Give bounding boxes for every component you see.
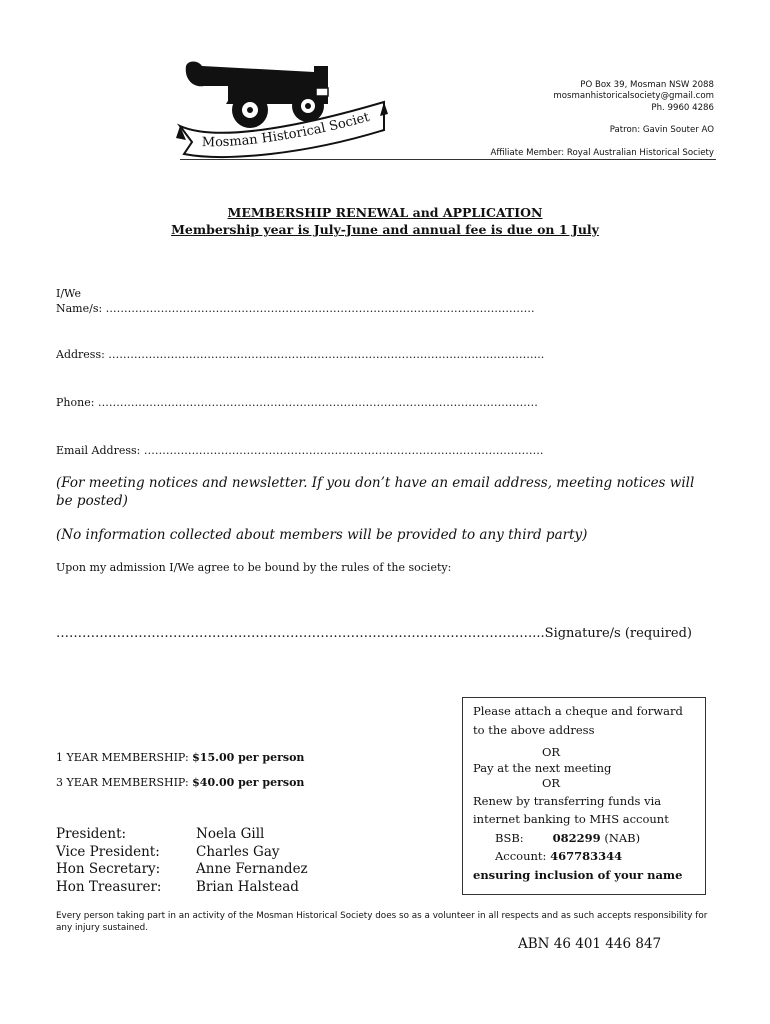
officer-role: Hon Treasurer:	[56, 878, 162, 895]
one-year-price: $15.00 per person	[192, 751, 305, 764]
account-label: Account:	[495, 849, 547, 863]
email-field[interactable]: Email Address: ……………………………………………………………………………………………….	[56, 444, 544, 457]
name-field[interactable]: Name/s: ………………………………………………………………………………………………………	[56, 302, 535, 315]
logo-text: Mosman Historical Societ	[201, 109, 372, 151]
officers-list	[56, 826, 308, 896]
officer-row	[56, 826, 308, 844]
iwe-label: I/We	[56, 287, 81, 300]
phone-field[interactable]: Phone: …………………………………………………………………………………………………………	[56, 396, 538, 409]
payment-line: Please attach a cheque and forward	[473, 704, 683, 718]
form-title: MEMBERSHIP RENEWAL and APPLICATION	[227, 205, 543, 220]
account-line	[473, 847, 705, 866]
payment-instructions-box	[462, 697, 706, 895]
officer-name: Brian Halstead	[196, 878, 299, 895]
three-year-label: 3 YEAR MEMBERSHIP:	[56, 776, 189, 789]
contact-block	[490, 80, 714, 159]
three-year-membership	[56, 776, 304, 789]
bsb-bank: (NAB)	[604, 830, 641, 845]
cannon-logo-icon	[176, 58, 390, 160]
affiliate-line: Affiliate Member: Royal Australian Historical Society	[490, 147, 714, 158]
or-separator: OR	[542, 745, 561, 759]
address-field[interactable]: Address: ………………………………………………………………………………………………………..	[56, 348, 545, 361]
payment-line: Renew by transferring funds via	[473, 793, 662, 808]
payment-line: Pay at the next meeting	[473, 760, 612, 775]
officer-row	[56, 844, 308, 862]
patron-line: Patron: Gavin Souter AO	[609, 125, 714, 136]
header-divider	[180, 159, 716, 160]
agreement-text: Upon my admission I/We agree to be bound by the rules of the society:	[56, 561, 452, 574]
one-year-membership	[56, 751, 304, 764]
phone-line: Ph. 9960 4286	[651, 102, 714, 113]
society-logo	[176, 58, 390, 160]
bsb-label: BSB:	[495, 830, 524, 845]
officer-name: Charles Gay	[196, 843, 280, 860]
officer-row	[56, 879, 308, 897]
officer-name: Anne Fernandez	[196, 861, 308, 877]
payment-line: internet banking to MHS account	[473, 812, 669, 826]
email-note: (For meeting notices and newsletter. If you don’t have an email address, meeting notices will be posted)	[56, 475, 695, 509]
or-separator: OR	[542, 776, 561, 790]
bsb-value: 082299	[552, 830, 601, 845]
officer-row	[56, 861, 308, 879]
privacy-note: (No information collected about members will be provided to any third party)	[56, 527, 588, 543]
form-subtitle: Membership year is July-June and annual fee is due on 1 July	[171, 222, 599, 237]
payment-line: to the above address	[473, 722, 595, 737]
abn-number: ABN 46 401 446 847	[518, 936, 662, 952]
officer-name: Noela Gill	[196, 826, 265, 842]
account-value: 467783344	[550, 849, 623, 863]
disclaimer-text: Every person taking part in an activity of the Mosman Historical Society does so as a volunteer in all respects and as such accepts responsibility for any injury sustained.	[56, 911, 708, 933]
three-year-price: $40.00 per person	[192, 776, 305, 789]
payment-line: ensuring inclusion of your name	[473, 867, 683, 882]
officer-role: Vice President:	[56, 843, 160, 860]
officer-role: Hon Secretary:	[56, 861, 161, 877]
bsb-line	[473, 829, 705, 848]
email-line: mosmanhistoricalsociety@gmail.com	[553, 91, 714, 102]
address-line: PO Box 39, Mosman NSW 2088	[580, 80, 714, 90]
officer-role: President:	[56, 826, 127, 842]
signature-line[interactable]: ……………………………………………………………………………………………..…...Signature/s (required)	[56, 626, 692, 641]
one-year-label: 1 YEAR MEMBERSHIP:	[56, 751, 189, 764]
